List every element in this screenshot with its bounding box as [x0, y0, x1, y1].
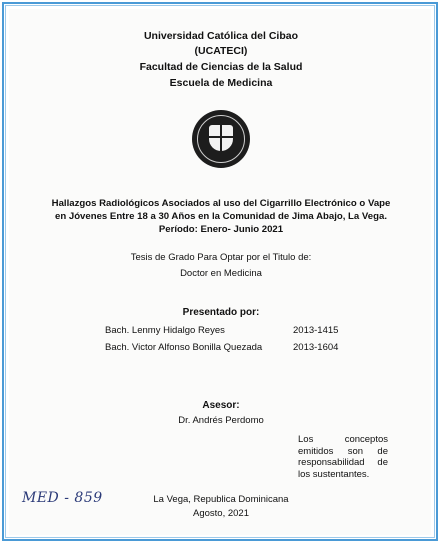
- footer-place: La Vega, Republica Dominicana: [153, 494, 289, 505]
- university-name: Universidad Católica del Cibao: [143, 30, 299, 42]
- author-name-2: Bach. Victor Alfonso Bonilla Quezada: [105, 342, 263, 353]
- title-line-3: Período: Enero- Junio 2021: [158, 224, 284, 235]
- thesis-line-1: Tesis de Grado Para Optar por el Titulo de:: [130, 252, 312, 263]
- footer-date: Agosto, 2021: [193, 508, 249, 519]
- disclaimer-line: Los conceptos: [298, 434, 388, 445]
- thesis-degree: Doctor en Medicina: [180, 268, 262, 279]
- author-id-1: 2013-1415: [293, 325, 339, 336]
- advisor-name: Dr. Andrés Perdomo: [178, 415, 264, 426]
- handwritten-code: MED - 859: [22, 490, 103, 506]
- disclaimer-line: emitidos son de: [298, 445, 388, 457]
- disclaimer-line: responsabilidad de: [298, 457, 388, 468]
- university-seal-logo: [192, 110, 250, 168]
- disclaimer-line: los sustentantes.: [298, 468, 370, 480]
- university-acronym: (UCATECI): [194, 45, 248, 57]
- author-id-2: 2013-1604: [293, 342, 339, 353]
- disclaimer-note: [298, 434, 388, 480]
- title-line-1: Hallazgos Radiológicos Asociados al uso del Cigarrillo Electrónico o Vape: [51, 198, 391, 209]
- school-name: Escuela de Medicina: [169, 77, 273, 89]
- faculty-name: Facultad de Ciencias de la Salud: [139, 61, 303, 73]
- advisor-heading: Asesor:: [202, 400, 240, 411]
- author-name-1: Bach. Lenmy Hidalgo Reyes: [105, 325, 225, 336]
- seal-shield-icon: [209, 125, 233, 151]
- presented-heading: Presentado por:: [182, 307, 260, 318]
- title-line-2: en Jóvenes Entre 18 a 30 Años en la Comunidad de Jima Abajo, La Vega.: [55, 211, 387, 222]
